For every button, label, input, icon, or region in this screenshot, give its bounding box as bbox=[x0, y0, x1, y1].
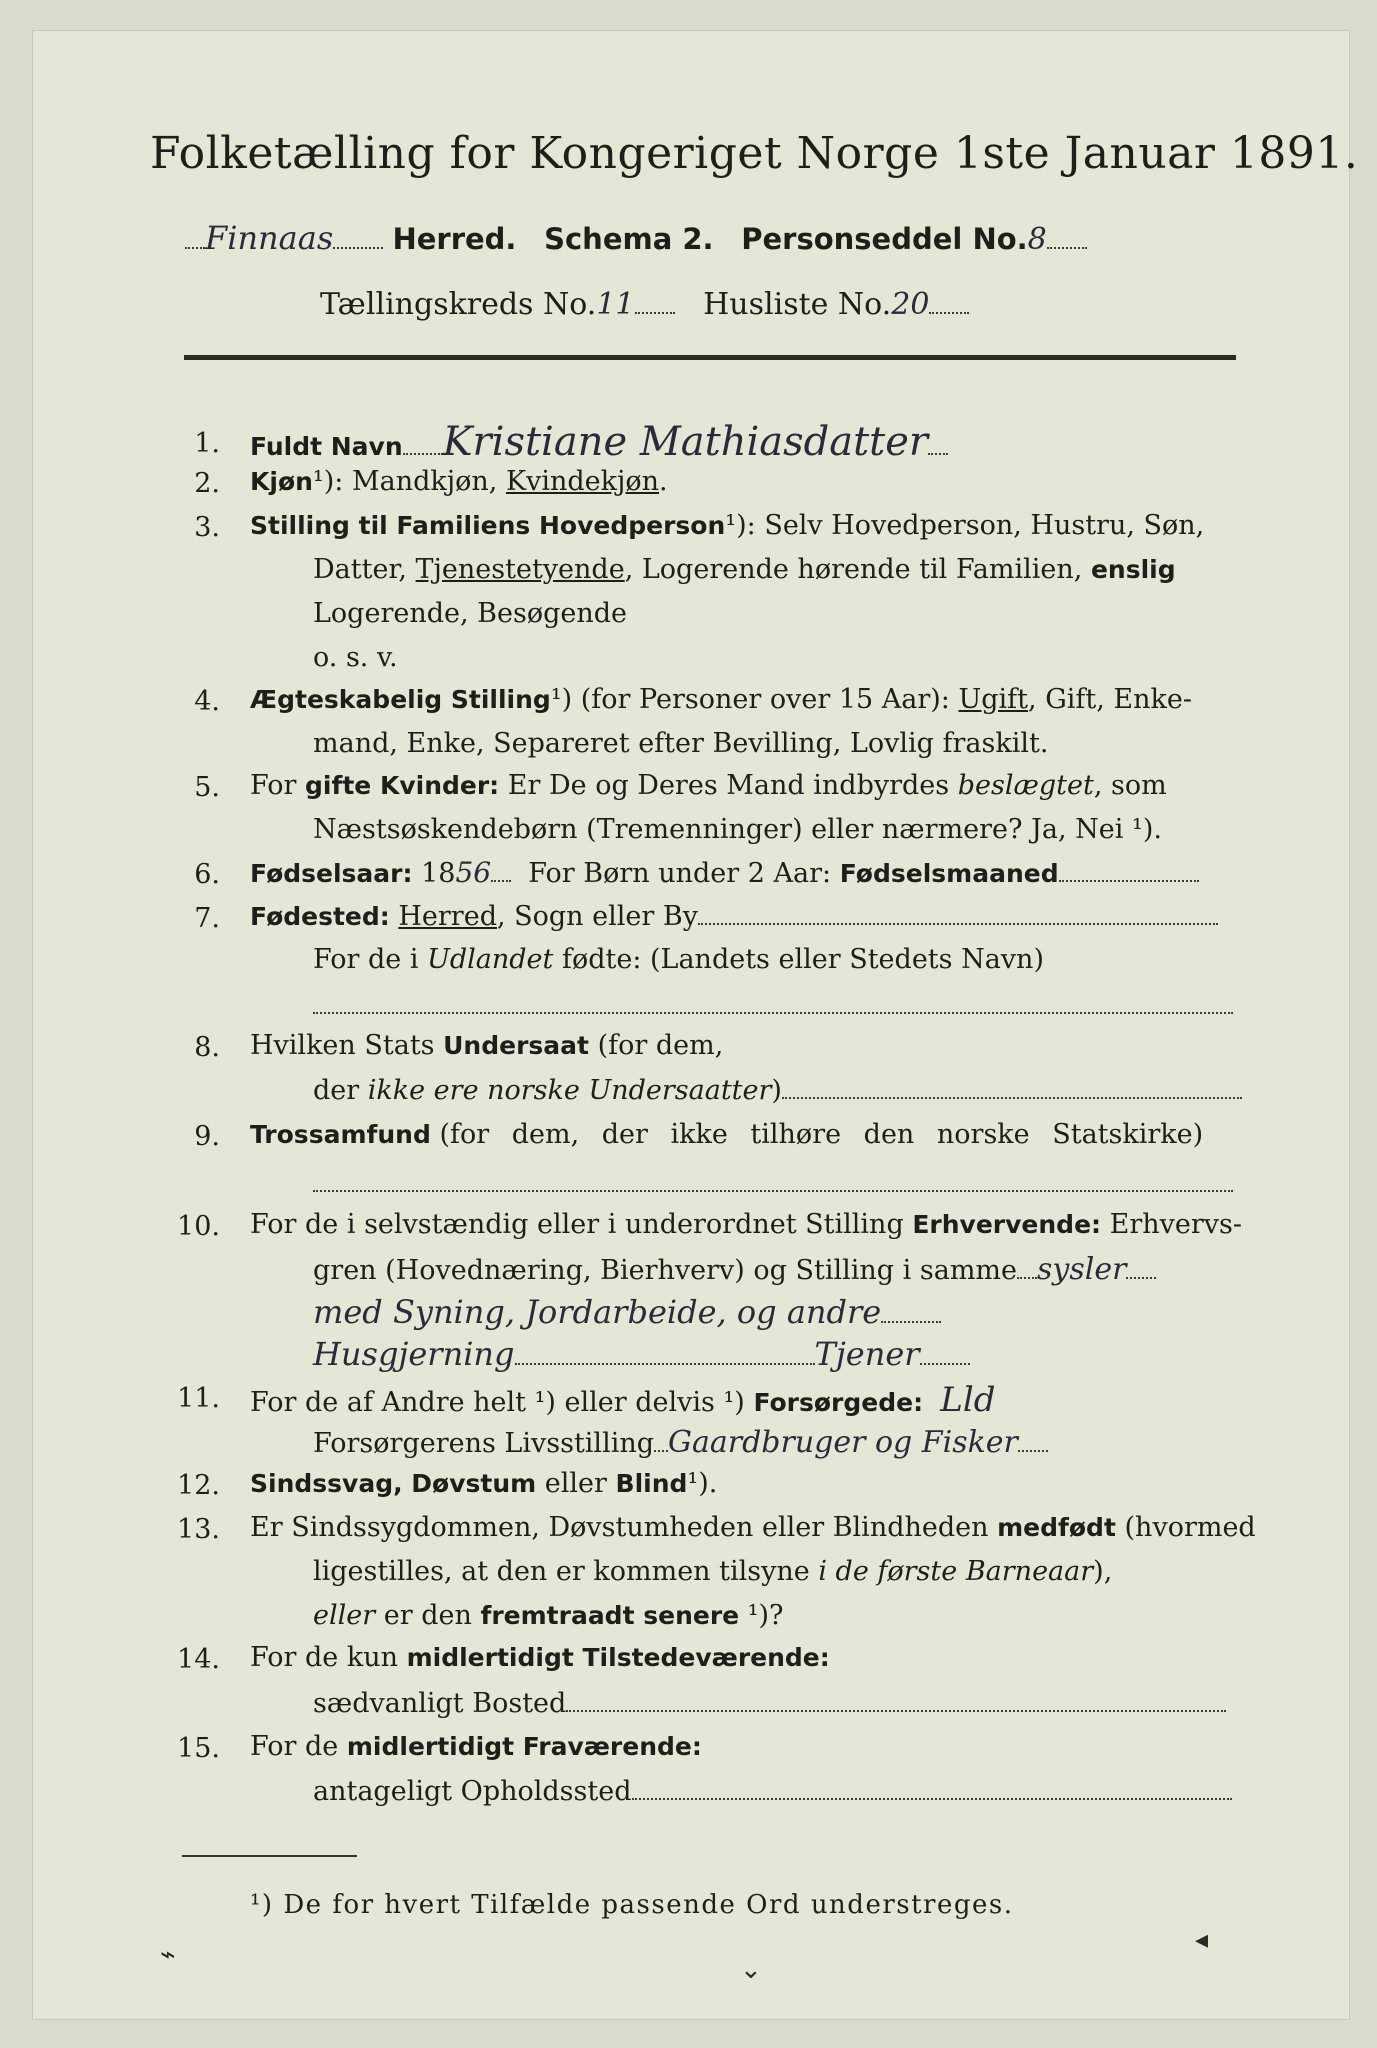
item-10 bbox=[250, 1211, 1242, 1238]
item-13-line-3 bbox=[313, 1602, 784, 1629]
kreds-value: 11 bbox=[596, 287, 635, 322]
item-9-text: (for dem, der ikke tilhøre den norske Statskirke) bbox=[439, 1119, 1204, 1150]
full-name-label: Fuldt Navn bbox=[250, 432, 403, 461]
footnote: ¹) De for hvert Tilfælde passende Ord understreges. bbox=[250, 1890, 1014, 1920]
sex-options: ¹): Mandkjøn, bbox=[312, 466, 498, 497]
marital-text: , Gift, Enke- bbox=[1028, 684, 1192, 715]
schema-label: Schema 2. bbox=[544, 222, 714, 256]
ink-mark: ◂ bbox=[1195, 1925, 1209, 1955]
supported-label: Forsørgede: bbox=[753, 1388, 924, 1417]
item-6 bbox=[250, 856, 1199, 889]
item-8-text: Hvilken Stats bbox=[250, 1030, 435, 1061]
occupation-value-4: Tjener bbox=[814, 1335, 920, 1373]
item-13 bbox=[250, 1514, 1256, 1541]
item-number: 14. bbox=[177, 1644, 220, 1675]
item-14-text: For de kun bbox=[250, 1642, 398, 1673]
occupation-value-2: med Syning, Jordarbeide, og andre bbox=[313, 1293, 882, 1331]
occupation-value-1: sysler bbox=[1037, 1252, 1127, 1287]
item-11-line-2 bbox=[313, 1425, 1048, 1460]
item-13-text: (hvormed bbox=[1124, 1512, 1256, 1543]
item-number: 5. bbox=[194, 772, 220, 803]
item-number: 10. bbox=[177, 1211, 220, 1242]
item-13-text: Er Sindssygdommen, Døvstumheden eller Blindheden bbox=[250, 1512, 989, 1543]
marital-label: Ægteskabelig Stilling bbox=[250, 685, 551, 714]
item-number: 2. bbox=[194, 468, 220, 499]
birth-month-label: Fødselsmaaned bbox=[839, 859, 1059, 888]
subject-label: Undersaat bbox=[443, 1031, 589, 1060]
personseddel-value: 8 bbox=[1027, 222, 1047, 257]
position-text: , Logerende hørende til Familien, bbox=[624, 554, 1083, 585]
sex-label: Kjøn bbox=[250, 467, 313, 496]
item-15-text: For de bbox=[250, 1731, 339, 1762]
item-7-text: For de i bbox=[313, 944, 419, 975]
item-5-line-2: Næstsøskendebørn (Tremenninger) eller nærmere? Ja, Nei ¹). bbox=[313, 814, 1162, 845]
item-13-text: ligestilles, at den er kommen tilsyne bbox=[313, 1556, 810, 1587]
supported-value: Lld bbox=[940, 1380, 996, 1420]
item-number: 1. bbox=[194, 428, 220, 459]
married-women-label: gifte Kvinder: bbox=[305, 771, 500, 800]
item-9-line-2 bbox=[313, 1170, 1233, 1197]
usual-residence-label: sædvanligt Bosted bbox=[313, 1688, 567, 1719]
item-13-text: er den bbox=[383, 1600, 472, 1631]
birth-year-value: 56 bbox=[455, 856, 492, 889]
personseddel-label: Personseddel No. bbox=[741, 222, 1028, 256]
item-1 bbox=[250, 419, 948, 465]
congenital-label: medfødt bbox=[997, 1513, 1116, 1542]
item-12-text: eller bbox=[544, 1468, 607, 1499]
item-7 bbox=[250, 903, 1218, 930]
item-10-text: gren (Hovednæring, Bierhverv) og Stilling i samme bbox=[313, 1255, 1018, 1286]
item-8-text: der bbox=[313, 1075, 360, 1106]
birth-year-label: Fødselsaar: bbox=[250, 859, 413, 888]
item-5-text: For bbox=[250, 770, 297, 801]
item-10-line-4 bbox=[313, 1335, 970, 1373]
birth-year-prefix: 18 bbox=[421, 858, 456, 889]
item-15 bbox=[250, 1733, 702, 1760]
item-3-line-3: Logerende, Besøgende bbox=[313, 598, 627, 629]
temporary-present-label: midlertidigt Tilstedeværende: bbox=[406, 1643, 830, 1672]
husliste-label: Husliste No. bbox=[703, 287, 892, 322]
header-divider bbox=[184, 355, 1236, 360]
kreds-line bbox=[320, 287, 969, 322]
item-5-text: , som bbox=[1093, 770, 1167, 801]
sex-end: . bbox=[659, 466, 668, 497]
item-4 bbox=[250, 686, 1192, 713]
item-6-text: For Børn under 2 Aar: bbox=[528, 858, 832, 889]
item-number: 15. bbox=[177, 1733, 220, 1764]
item-number: 6. bbox=[194, 859, 220, 890]
item-11-text: For de af Andre helt ¹) eller delvis ¹) bbox=[250, 1387, 745, 1418]
herred-line bbox=[185, 219, 1087, 257]
herred-label: Herred. bbox=[392, 222, 517, 256]
item-8-text: (for dem, bbox=[597, 1030, 724, 1061]
item-number: 12. bbox=[177, 1470, 220, 1501]
footnote-divider bbox=[182, 1855, 357, 1857]
item-3 bbox=[250, 512, 1204, 539]
item-7-text: Udlandet bbox=[427, 944, 554, 975]
item-5-text: beslægtet bbox=[957, 770, 1094, 801]
sex-selected: Kvindekjøn bbox=[505, 466, 660, 497]
full-name-value: Kristiane Mathiasdatter bbox=[442, 419, 929, 465]
disability-label: Sindssvag, Døvstum bbox=[250, 1469, 537, 1498]
supporter-occupation-value: Gaardbruger og Fisker bbox=[668, 1425, 1018, 1460]
position-text: Datter, bbox=[313, 554, 407, 585]
item-number: 11. bbox=[177, 1383, 220, 1414]
item-4-line-2: mand, Enke, Separeret efter Bevilling, Lovlig fraskilt. bbox=[313, 728, 1049, 759]
religion-label: Trossamfund bbox=[250, 1120, 431, 1149]
item-8-text: ) bbox=[771, 1075, 782, 1106]
census-form bbox=[32, 30, 1359, 2020]
item-10-line-2 bbox=[313, 1252, 1156, 1287]
item-10-text: For de i selvstændig eller i underordnet Stilling bbox=[250, 1209, 904, 1240]
occupation-label: Erhvervende: bbox=[912, 1210, 1102, 1239]
kreds-label: Tællingskreds No. bbox=[320, 287, 597, 322]
blind-label: Blind bbox=[615, 1469, 688, 1498]
form-title: Folketælling for Kongeriget Norge 1ste Januar 1891. bbox=[150, 128, 1359, 179]
item-7-line-3 bbox=[313, 992, 1233, 1019]
occupation-value-3: Husgjerning bbox=[313, 1335, 515, 1373]
item-number: 4. bbox=[194, 686, 220, 717]
probable-residence-label: antageligt Opholdssted bbox=[313, 1776, 632, 1807]
birthplace-label: Fødested: bbox=[250, 902, 390, 931]
item-5-text: Er De og Deres Mand indbyrdes bbox=[507, 770, 950, 801]
marital-text: ¹) (for Personer over 15 Aar): bbox=[550, 684, 950, 715]
item-11-text: Forsørgerens Livsstilling bbox=[313, 1428, 655, 1459]
birthplace-selected: Herred bbox=[398, 901, 497, 932]
marital-selected: Ugift bbox=[958, 684, 1029, 715]
item-number: 3. bbox=[194, 512, 220, 543]
item-8 bbox=[250, 1032, 723, 1059]
item-8-text: ikke ere norske Undersaatter bbox=[367, 1075, 772, 1106]
item-3-line-2 bbox=[313, 556, 1176, 583]
item-7-text: , Sogn eller By bbox=[496, 901, 698, 932]
item-14-line-2 bbox=[313, 1690, 1226, 1717]
item-13-text: eller bbox=[313, 1600, 376, 1631]
item-2 bbox=[250, 468, 668, 495]
item-13-text: ), bbox=[1093, 1556, 1113, 1587]
item-5 bbox=[250, 772, 1167, 799]
item-10-text: Erhvervs- bbox=[1109, 1209, 1243, 1240]
item-13-line-2 bbox=[313, 1558, 1112, 1585]
item-12 bbox=[250, 1470, 717, 1497]
position-label: Stilling til Familiens Hovedperson bbox=[250, 511, 726, 540]
position-text: enslig bbox=[1090, 555, 1176, 584]
item-10-line-3 bbox=[313, 1293, 941, 1331]
item-number: 8. bbox=[194, 1032, 220, 1063]
item-8-line-2 bbox=[313, 1077, 1242, 1104]
ink-mark: ⌄ bbox=[740, 1955, 762, 1985]
position-options: ¹): Selv Hovedperson, Hustru, Søn, bbox=[725, 510, 1205, 541]
ink-mark: ⌁ bbox=[160, 1940, 176, 1970]
herred-value: Finnaas bbox=[205, 219, 334, 257]
item-13-text: ¹)? bbox=[747, 1600, 784, 1631]
position-selected: Tjenestetyende bbox=[415, 554, 625, 585]
item-7-line-2 bbox=[313, 946, 1044, 973]
item-3-line-4: o. s. v. bbox=[313, 642, 398, 673]
item-13-text: i de første Barneaar bbox=[818, 1556, 1094, 1587]
item-11 bbox=[250, 1380, 996, 1420]
item-number: 13. bbox=[177, 1514, 220, 1545]
item-12-text: ¹). bbox=[687, 1468, 718, 1499]
item-number: 7. bbox=[194, 903, 220, 934]
item-9 bbox=[250, 1121, 1203, 1148]
item-15-line-2 bbox=[313, 1778, 1232, 1805]
item-number: 9. bbox=[194, 1121, 220, 1152]
later-onset-label: fremtraadt senere bbox=[480, 1601, 740, 1630]
item-14 bbox=[250, 1644, 830, 1671]
temporary-absent-label: midlertidigt Fraværende: bbox=[346, 1732, 702, 1761]
item-7-text: fødte: (Landets eller Stedets Navn) bbox=[561, 944, 1044, 975]
husliste-value: 20 bbox=[891, 287, 930, 322]
